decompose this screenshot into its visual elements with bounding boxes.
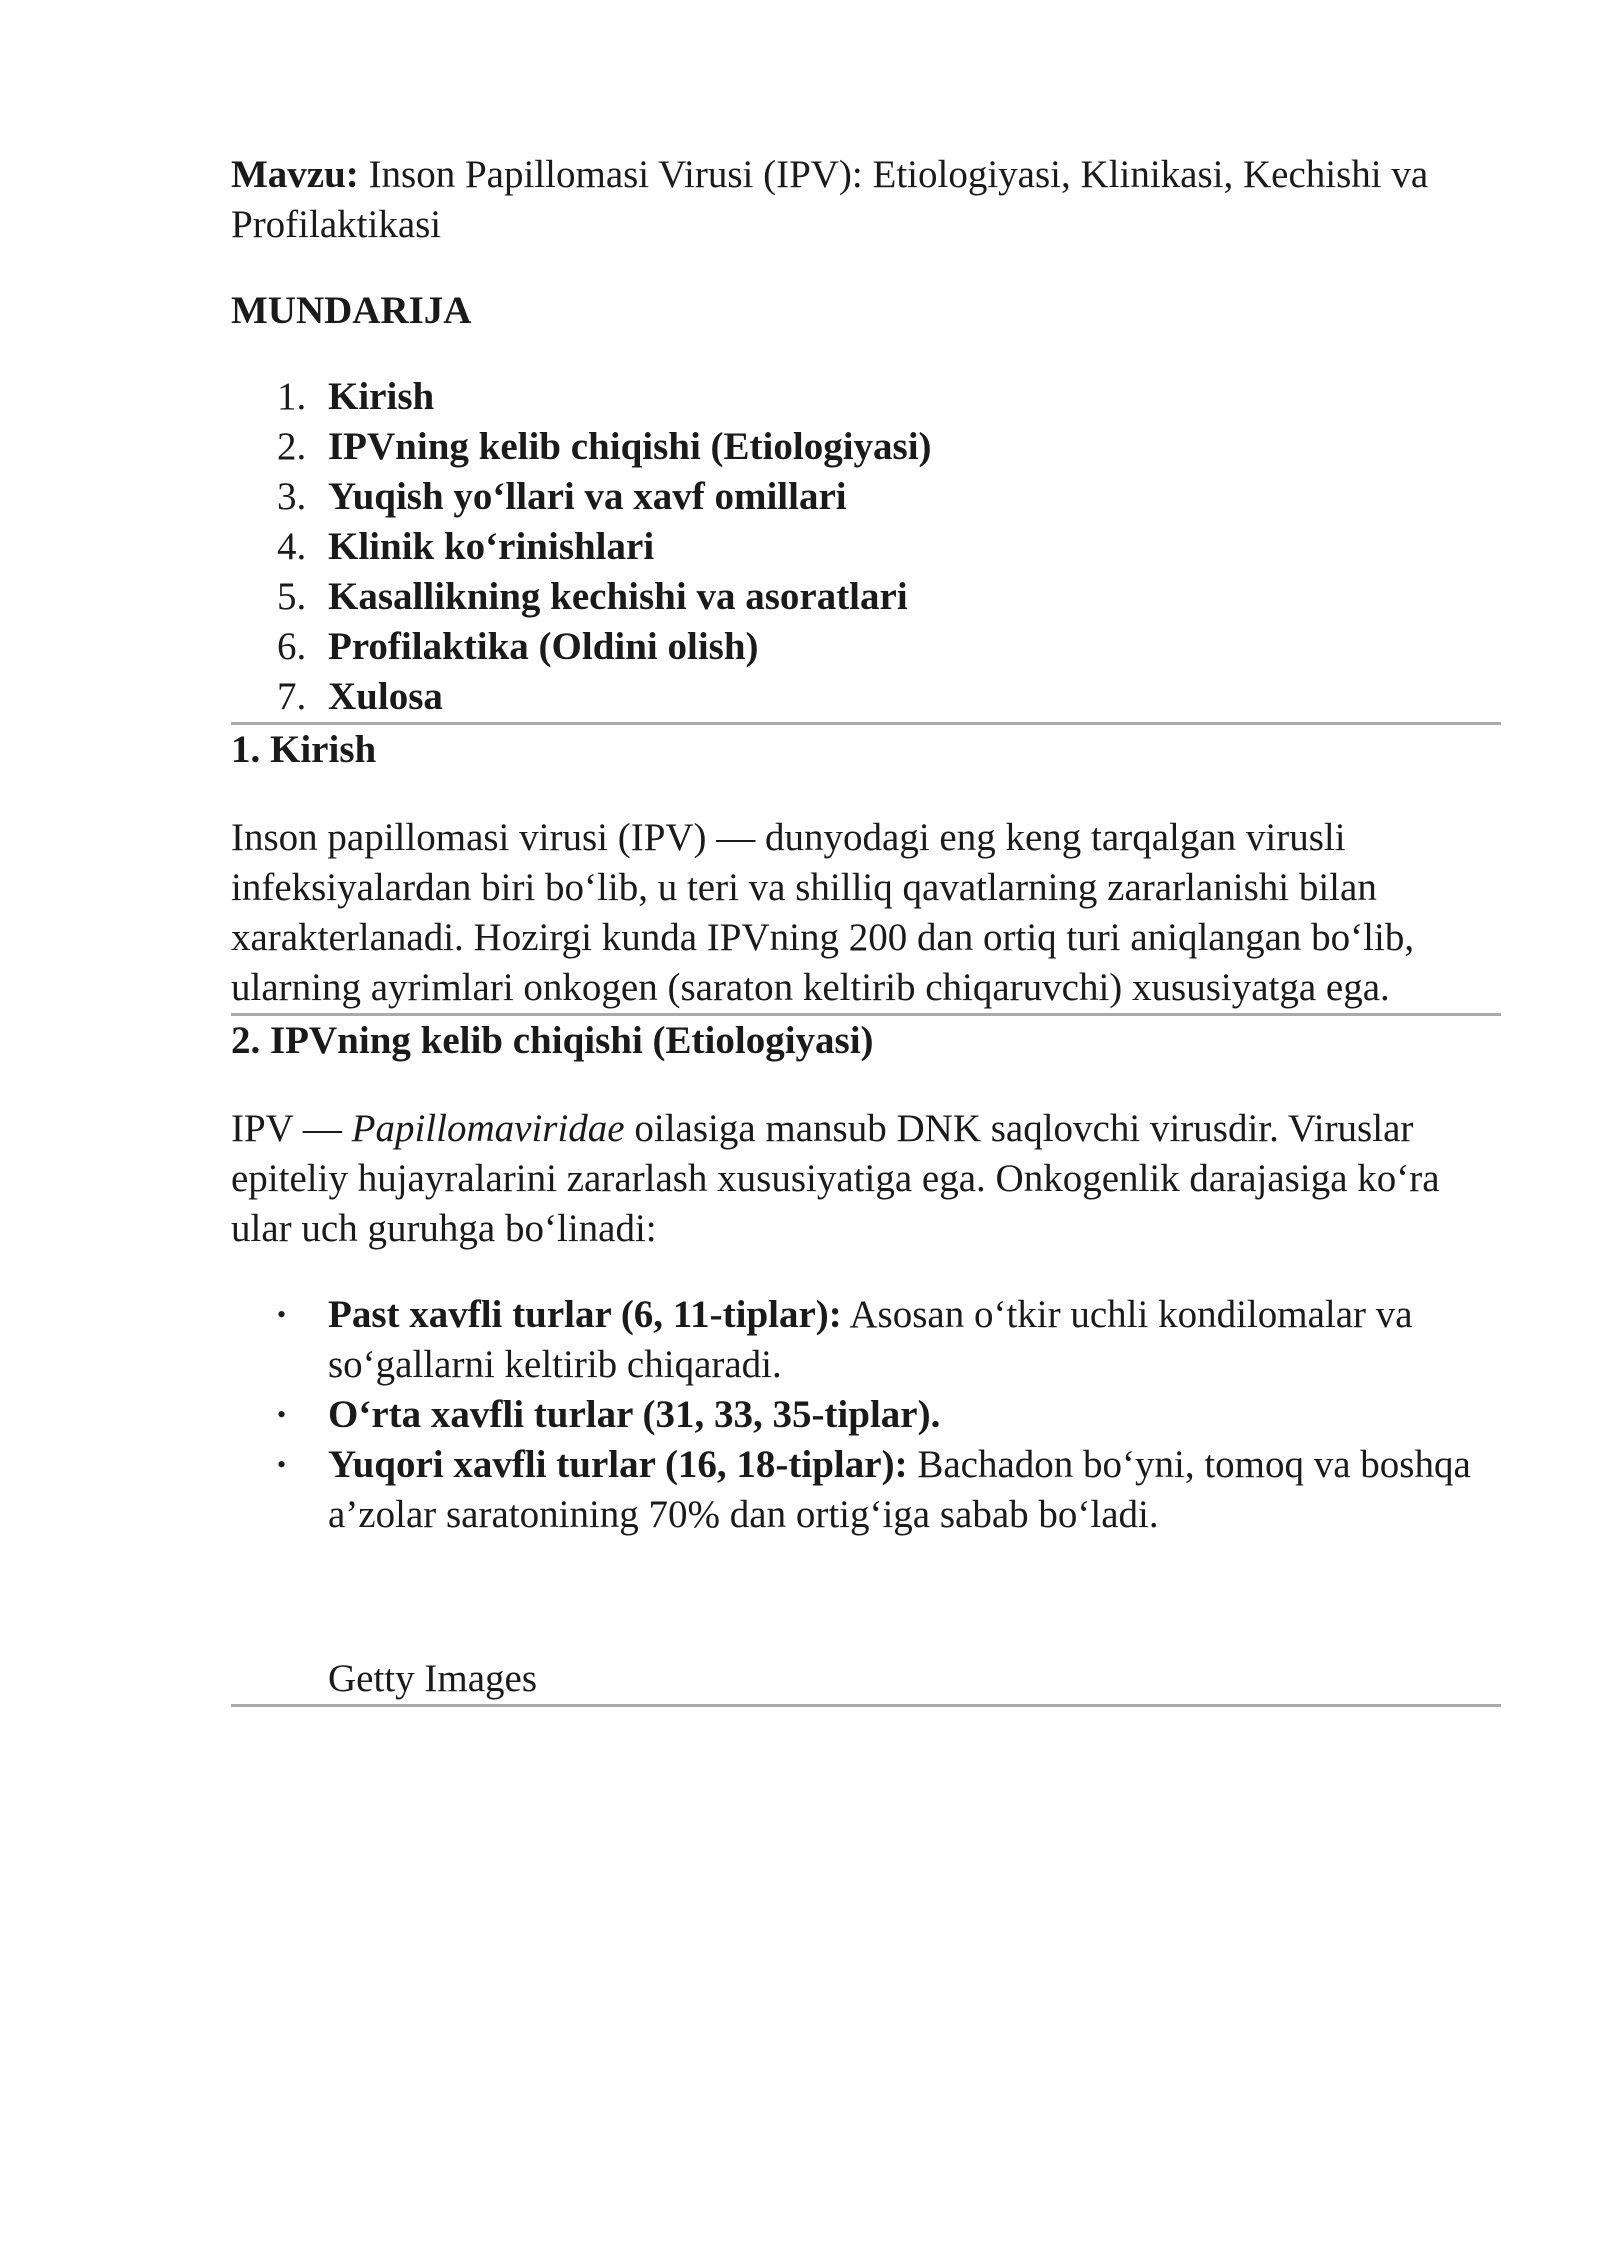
divider <box>231 1704 1501 1707</box>
bullet-icon: • <box>277 1450 287 1479</box>
toc-item-label: IPVning kelib chiqishi (Etiologiyasi) <box>328 425 932 468</box>
virus-types-list <box>231 1290 1501 1540</box>
bullet-icon: • <box>277 1400 287 1429</box>
list-item-low-risk <box>231 1290 1501 1390</box>
toc-item-number: 1. <box>277 375 307 418</box>
toc-item-label: Kirish <box>328 375 435 418</box>
bullet-icon: • <box>277 1300 287 1329</box>
section-body-etiologiya <box>231 1104 1501 1254</box>
toc-item-number: 4. <box>277 525 307 568</box>
toc-item-label: Yuqish yo‘llari va xavf omillari <box>328 475 847 518</box>
document-page <box>231 150 1501 1707</box>
toc-list <box>231 372 1501 722</box>
toc-item-label: Klinik ko‘rinishlari <box>328 525 655 568</box>
type-text: Asosan o‘tkir uchli kondilomalar va so‘gallarni keltirib chiqaradi. <box>328 1293 1413 1386</box>
body-text: oilasiga mansub DNK saqlovchi virusdir. Viruslar epiteliy hujayralarini zararlash xususiyatiga ega. Onkogenlik darajasiga ko‘ra ular uch guruhga bo‘linadi: <box>231 1107 1440 1250</box>
toc-item-label: Xulosa <box>328 675 443 718</box>
image-caption: Getty Images <box>328 1657 538 1700</box>
toc-item-label: Profilaktika (Oldini olish) <box>328 625 759 668</box>
toc-item-kechishi <box>231 572 1501 622</box>
topic-text: Inson Papillomasi Virusi (IPV): Etiologiyasi, Klinikasi, Kechishi va Profilaktikasi <box>231 153 1429 246</box>
section-title-etiologiya: 2. IPVning kelib chiqishi (Etiologiyasi) <box>231 1019 874 1062</box>
toc-item-number: 6. <box>277 625 307 668</box>
list-item-high-risk <box>231 1440 1501 1540</box>
toc-item-xulosa <box>231 672 1501 722</box>
toc-item-number: 5. <box>277 575 307 618</box>
type-label: Yuqori xavfli turlar (16, 18-tiplar): <box>328 1443 908 1486</box>
toc-item-number: 2. <box>277 425 307 468</box>
toc-title: MUNDARIJA <box>231 289 472 332</box>
toc-item-klinik <box>231 522 1501 572</box>
section-body-kirish: Inson papillomasi virusi (IPV) — dunyodagi eng keng tarqalgan virusli infeksiyalardan biri bo‘lib, u teri va shilliq qavatlarning zararlanishi bilan xarakterlanadi. Hozirgi kunda IPVning 200 dan ortiq turi aniqlangan bo‘lib, ularning ayrimlari onkogen (saraton keltirib chiqaruvchi) xususiyatga ega. <box>231 816 1415 1009</box>
toc-item-label: Kasallikning kechishi va asoratlari <box>328 575 908 618</box>
toc-item-number: 3. <box>277 475 307 518</box>
type-label: Past xavfli turlar (6, 11-tiplar): <box>328 1293 842 1336</box>
toc-item-number: 7. <box>277 675 307 718</box>
topic-label: Mavzu: <box>231 153 359 196</box>
toc-item-yuqish <box>231 472 1501 522</box>
type-text: Bachadon bo‘yni, tomoq va boshqa a’zolar saratonining 70% dan ortig‘iga sabab bo‘ladi. <box>328 1443 1471 1536</box>
toc-item-etiologiya <box>231 422 1501 472</box>
toc-item-kirish <box>231 372 1501 422</box>
topic-line <box>231 150 1501 250</box>
type-label: O‘rta xavfli turlar (31, 33, 35-tiplar). <box>328 1393 941 1436</box>
section-title-kirish: 1. Kirish <box>231 728 377 771</box>
body-text: IPV — <box>231 1107 352 1150</box>
list-item-medium-risk <box>231 1390 1501 1440</box>
family-name: Papillomaviridae <box>351 1107 625 1150</box>
toc-item-profilaktika <box>231 622 1501 672</box>
